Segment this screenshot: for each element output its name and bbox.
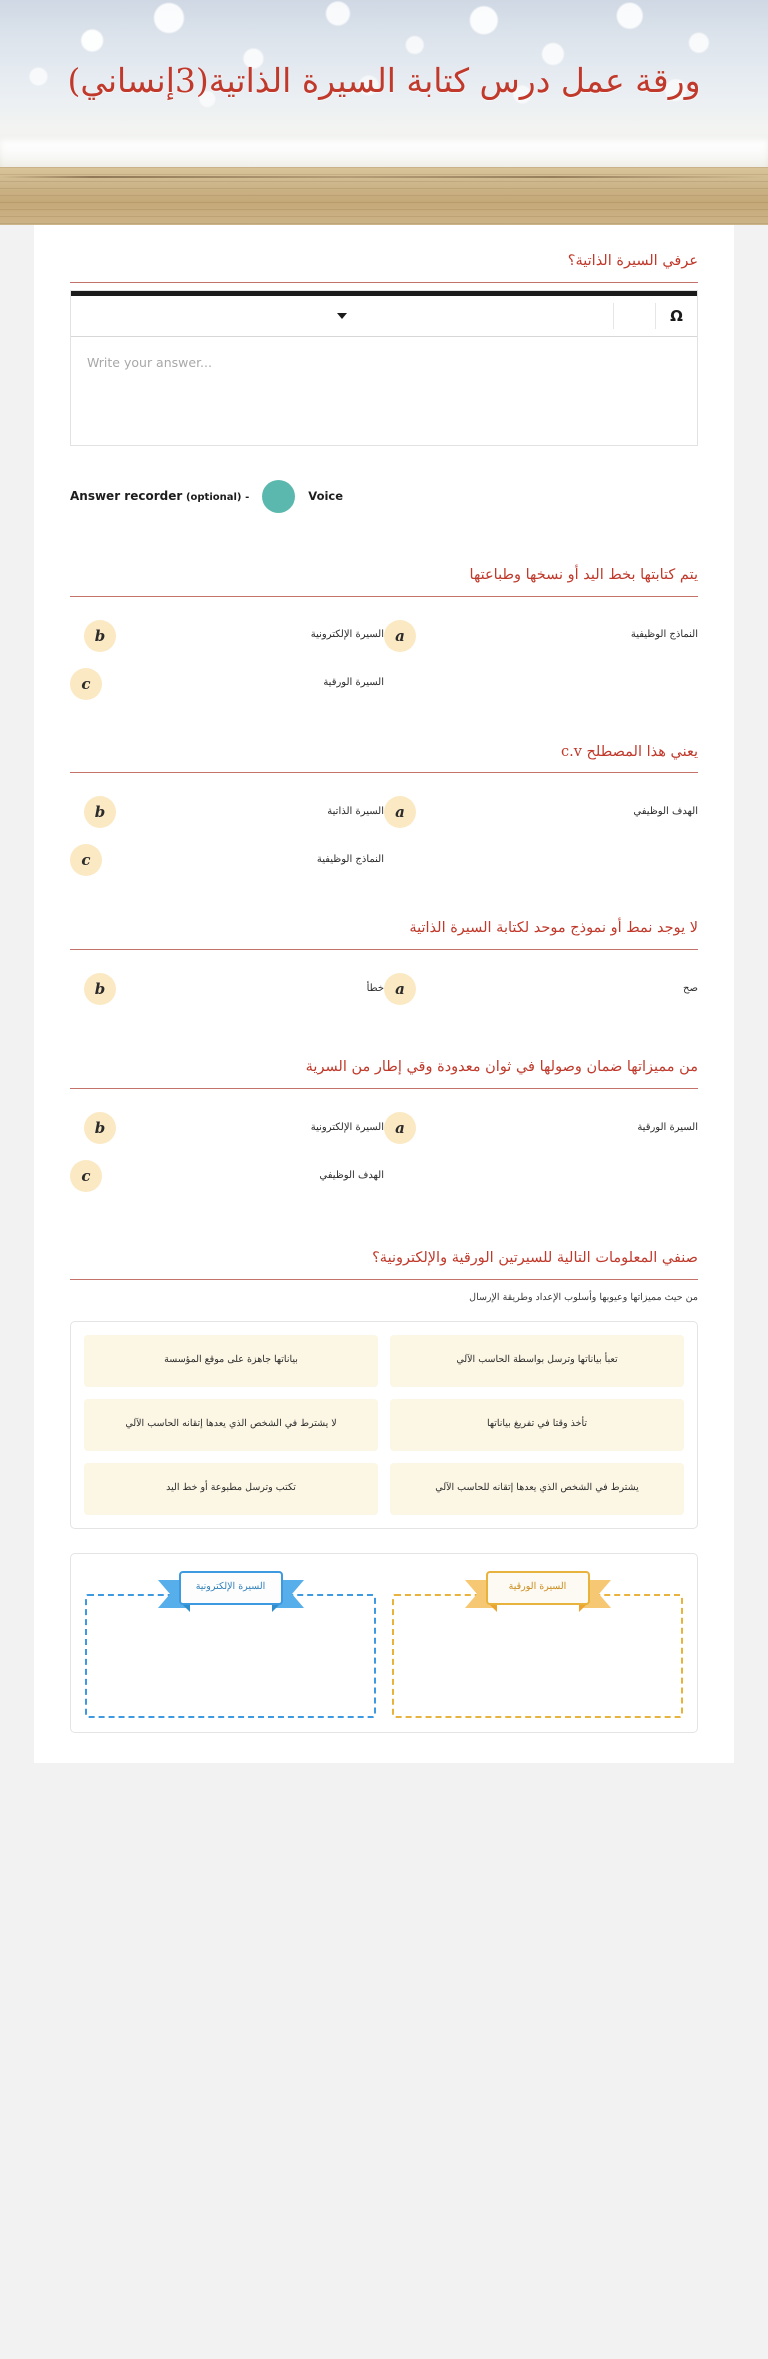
drop-zones-panel	[70, 1553, 698, 1733]
wood-plank-decoration	[0, 167, 768, 225]
draggable-card[interactable]: بياناتها جاهزة على موقع المؤسسة	[84, 1335, 378, 1387]
option-a[interactable]	[384, 612, 698, 660]
special-character-icon[interactable]: Ω	[670, 306, 683, 325]
question-6-title: صنفي المعلومات التالية للسيرتين الورقية والإلكترونية؟	[372, 1249, 698, 1266]
question-block-2	[70, 521, 698, 708]
option-b[interactable]	[70, 788, 384, 836]
drop-zone-title: السيرة الورقية	[508, 1580, 567, 1592]
answer-recorder-row	[70, 446, 698, 521]
rich-text-editor[interactable]	[70, 290, 698, 446]
option-bullet: c	[70, 668, 102, 700]
editor-toolbar[interactable]	[71, 296, 697, 337]
question-2-rule	[70, 596, 698, 597]
option-b[interactable]	[70, 965, 384, 1013]
question-2-title: يتم كتابتها بخط اليد أو نسخها وطباعتها	[469, 566, 698, 583]
chevron-down-icon	[337, 313, 347, 319]
option-a[interactable]	[384, 965, 698, 1013]
draggable-card[interactable]: تعبأ بياناتها وترسل بواسطة الحاسب الآلي	[390, 1335, 684, 1387]
recorder-label-optional: (optional)	[185, 492, 242, 504]
option-c[interactable]	[70, 836, 384, 884]
option-bullet: a	[384, 796, 416, 828]
draggable-card[interactable]: تأخذ وقتا في تفريغ بياناتها	[390, 1399, 684, 1451]
ribbon-banner-blue	[156, 1568, 306, 1614]
question-2-options	[70, 601, 698, 708]
drop-column-paper	[392, 1568, 683, 1718]
question-5-title: من مميزاتها ضمان وصولها في ثوان معدودة وقي إطار من السرية	[305, 1059, 698, 1075]
option-label: الهدف الوظيفي	[633, 806, 698, 817]
question-1-rule	[70, 282, 698, 283]
ribbon-banner-orange	[463, 1568, 613, 1614]
option-bullet: b	[84, 620, 116, 652]
option-bullet: a	[384, 973, 416, 1005]
page-title: ورقة عمل درس كتابة السيرة الذاتية(3إنساني)	[67, 61, 701, 100]
answer-textarea[interactable]	[71, 337, 697, 445]
question-6-subtitle: من حيث مميزاتها وعيوبها وأسلوب الإعداد وطريقة الإرسال	[469, 1291, 698, 1303]
question-block-6	[70, 1200, 698, 1733]
option-b[interactable]	[70, 612, 384, 660]
question-4-rule	[70, 949, 698, 950]
option-bullet: a	[384, 1112, 416, 1144]
option-label: السيرة الذاتية	[327, 806, 384, 817]
option-label: السيرة الورقية	[637, 1121, 698, 1133]
option-label: النماذج الوظيفية	[630, 629, 698, 641]
question-block-4	[70, 884, 698, 1013]
draggable-card[interactable]: تكتب وترسل مطبوعة أو خط اليد	[84, 1463, 378, 1515]
option-label: الهدف الوظيفي	[319, 1169, 384, 1181]
option-label: النماذج الوظيفية	[316, 854, 384, 865]
answer-placeholder: Write your answer...	[87, 354, 212, 370]
draggable-card[interactable]: يشترط في الشخص الذي يعدها إتقانه للحاسب الآلي	[390, 1463, 684, 1515]
recorder-label-strong: Answer recorder	[70, 489, 183, 504]
option-label: السيرة الإلكترونية	[310, 1121, 384, 1133]
hero-banner	[0, 0, 768, 225]
toolbar-spacer-button[interactable]	[614, 296, 655, 336]
question-block-5	[70, 1013, 698, 1200]
question-3-title: يعني هذا المصطلح c.v	[561, 743, 698, 760]
question-1-title: عرفي السيرة الذاتية؟	[567, 253, 698, 269]
question-6-rule	[70, 1279, 698, 1280]
question-3-rule	[70, 772, 698, 773]
option-a[interactable]	[384, 1104, 698, 1152]
question-3-options	[70, 777, 698, 884]
option-a[interactable]	[384, 788, 698, 836]
option-b[interactable]	[70, 1104, 384, 1152]
option-label: خطأ	[366, 982, 384, 994]
option-bullet: b	[84, 1112, 116, 1144]
recorder-label-dash: -	[245, 492, 250, 504]
worksheet-sheet	[34, 225, 734, 1763]
option-bullet: c	[70, 844, 102, 876]
sortable-items-panel	[70, 1321, 698, 1529]
record-voice-button[interactable]	[262, 480, 295, 513]
voice-label: Voice	[308, 489, 344, 504]
question-block-1	[70, 225, 698, 521]
question-4-options	[70, 954, 698, 1013]
question-5-rule	[70, 1088, 698, 1089]
option-label: السيرة الورقية	[323, 677, 384, 689]
option-bullet: b	[84, 796, 116, 828]
option-bullet: a	[384, 620, 416, 652]
drop-column-electronic	[85, 1568, 376, 1718]
option-bullet: c	[70, 1160, 102, 1192]
option-c[interactable]	[70, 660, 384, 708]
option-c[interactable]	[70, 1152, 384, 1200]
option-bullet: b	[84, 973, 116, 1005]
drop-zone-title: السيرة الإلكترونية	[195, 1580, 266, 1592]
option-label: صح	[683, 982, 698, 994]
question-5-options	[70, 1093, 698, 1200]
question-4-title: لا يوجد نمط أو نموذج موحد لكتابة السيرة الذاتية	[409, 920, 698, 937]
recorder-label	[70, 489, 249, 503]
draggable-card[interactable]: لا يشترط في الشخص الذي يعدها إتقانه الحاسب الآلي	[84, 1399, 378, 1451]
text-style-dropdown[interactable]	[71, 296, 613, 336]
question-block-3	[70, 708, 698, 885]
option-label: السيرة الإلكترونية	[310, 629, 384, 641]
